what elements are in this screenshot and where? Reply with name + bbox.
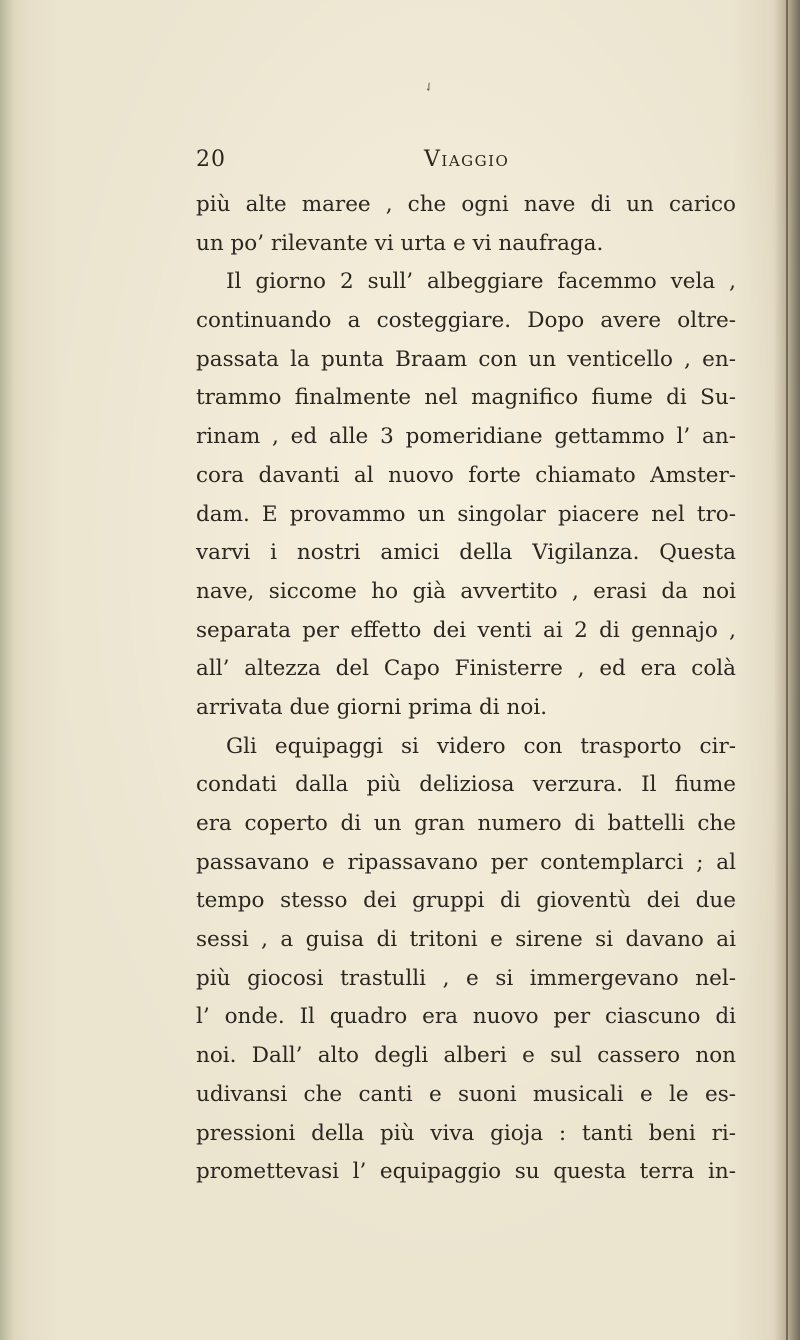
page-number: 20 bbox=[196, 147, 226, 172]
text-line: era coperto di un gran numero di battelli che bbox=[196, 811, 736, 836]
text-line: continuando a costeggiare. Dopo avere oltre- bbox=[196, 308, 736, 334]
running-title: Viaggio bbox=[424, 147, 510, 172]
text-line: all’ altezza del Capo Finisterre , ed era colà bbox=[196, 656, 736, 682]
text-line: cora davanti al nuovo forte chiamato Amster- bbox=[196, 462, 736, 488]
text-line: nave, siccome ho già avvertito , erasi da noi bbox=[196, 578, 736, 604]
text-line: arrivata due giorni prima di noi. bbox=[196, 694, 548, 720]
text-line: trammo finalmente nel magnifico fiume di Su- bbox=[196, 385, 736, 411]
text-line: separata per effetto dei venti ai 2 di gennajo , bbox=[196, 617, 736, 643]
text-line: condati dalla più deliziosa verzura. Il fiume bbox=[196, 772, 736, 798]
text-line: un po’ rilevante vi urta e vi naufraga. bbox=[196, 230, 604, 256]
text-line: noi. Dall’ alto degli alberi e sul cassero non bbox=[196, 1043, 736, 1069]
text-line: promettevasi l’ equipaggio su questa terra in- bbox=[196, 1159, 736, 1185]
text-line: passata la punta Braam con un venticello , en- bbox=[196, 346, 736, 372]
page-left-edge bbox=[0, 0, 14, 1340]
marginal-mark: ✓ bbox=[420, 78, 438, 96]
text-line: sessi , a guisa di tritoni e sirene si davano ai bbox=[196, 927, 736, 953]
body-text bbox=[196, 186, 736, 1192]
text-line: pressioni della più viva gioja : tanti beni ri- bbox=[196, 1120, 736, 1146]
text-line: passavano e ripassavano per contemplarci ; al bbox=[196, 849, 736, 875]
page-binding-line bbox=[786, 0, 788, 1340]
text-line: dam. E provammo un singolar piacere nel tro- bbox=[196, 501, 736, 527]
text-line: varvi i nostri amici della Vigilanza. Questa bbox=[196, 540, 736, 566]
text-line: più alte maree , che ogni nave di un carico bbox=[196, 192, 736, 217]
text-line: l’ onde. Il quadro era nuovo per ciascuno di bbox=[196, 1004, 736, 1030]
page-header bbox=[196, 147, 732, 183]
text-line: Il giorno 2 sull’ albeggiare facemmo vela , bbox=[226, 269, 736, 295]
text-line: rinam , ed alle 3 pomeridiane gettammo l’ an- bbox=[196, 424, 736, 450]
text-line: udivansi che canti e suoni musicali e le es- bbox=[196, 1081, 736, 1107]
text-line: più giocosi trastulli , e si immergevano nel- bbox=[196, 965, 736, 991]
text-line: tempo stesso dei gruppi di gioventù dei due bbox=[196, 888, 736, 914]
text-line: Gli equipaggi si videro con trasporto cir- bbox=[226, 733, 736, 759]
